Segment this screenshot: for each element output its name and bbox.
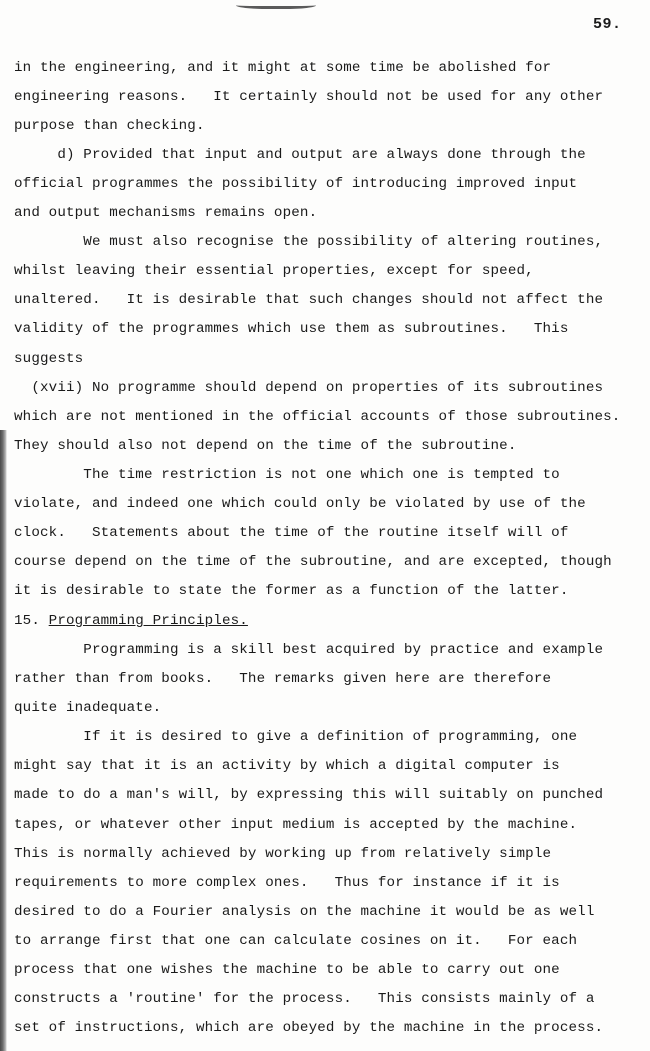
text-line: course depend on the time of the subroutine, and are excepted, though	[14, 554, 612, 570]
text-line: This is normally achieved by working up from relatively simple	[14, 846, 552, 862]
section-heading-line	[14, 612, 248, 630]
text-line: tapes, or whatever other input medium is accepted by the machine.	[14, 817, 578, 833]
text-line: clock. Statements about the time of the routine itself will of	[14, 525, 569, 541]
text-line: constructs a 'routine' for the process. This consists mainly of a	[14, 991, 595, 1007]
text-line: suggests	[14, 351, 84, 367]
text-line: official programmes the possibility of introducing improved input	[14, 176, 578, 192]
text-line: to arrange first that one can calculate cosines on it. For each	[14, 933, 578, 949]
page-number: 59.	[593, 16, 622, 33]
text-line: made to do a man's will, by expressing this will suitably on punched	[14, 787, 604, 803]
text-line: unaltered. It is desirable that such changes should not affect the	[14, 292, 604, 308]
handwritten-mark	[236, 0, 316, 9]
text-line: whilst leaving their essential properties, except for speed,	[14, 263, 534, 279]
text-line: validity of the programmes which use them as subroutines. This	[14, 321, 569, 337]
page-binding-shadow	[0, 430, 7, 1051]
section-number: 15.	[14, 613, 40, 629]
text-line: d) Provided that input and output are always done through the	[14, 147, 586, 163]
text-line: and output mechanisms remains open.	[14, 205, 318, 221]
text-line: (xvii) No programme should depend on properties of its subroutines	[14, 380, 604, 396]
text-line: which are not mentioned in the official accounts of those subroutines.	[14, 409, 621, 425]
text-line: Programming is a skill best acquired by practice and example	[14, 642, 604, 658]
text-line: set of instructions, which are obeyed by the machine in the process.	[14, 1020, 604, 1036]
text-line: rather than from books. The remarks given here are therefore	[14, 671, 552, 687]
text-line: requirements to more complex ones. Thus for instance if it is	[14, 875, 560, 891]
section-heading: Programming Principles.	[48, 613, 248, 629]
text-line: engineering reasons. It certainly should not be used for any other	[14, 89, 604, 105]
text-line: They should also not depend on the time of the subroutine.	[14, 438, 517, 454]
text-line: If it is desired to give a definition of programming, one	[14, 729, 578, 745]
text-line: might say that it is an activity by which a digital computer is	[14, 758, 560, 774]
text-line: The time restriction is not one which one is tempted to	[14, 467, 560, 483]
text-line: violate, and indeed one which could only be violated by use of the	[14, 496, 586, 512]
text-line: it is desirable to state the former as a function of the latter.	[14, 583, 569, 599]
text-line: desired to do a Fourier analysis on the machine it would be as well	[14, 904, 595, 920]
text-line: quite inadequate.	[14, 700, 162, 716]
text-line: purpose than checking.	[14, 118, 205, 134]
text-line: in the engineering, and it might at some time be abolished for	[14, 60, 552, 76]
text-line: We must also recognise the possibility of altering routines,	[14, 234, 604, 250]
text-line: process that one wishes the machine to be able to carry out one	[14, 962, 560, 978]
